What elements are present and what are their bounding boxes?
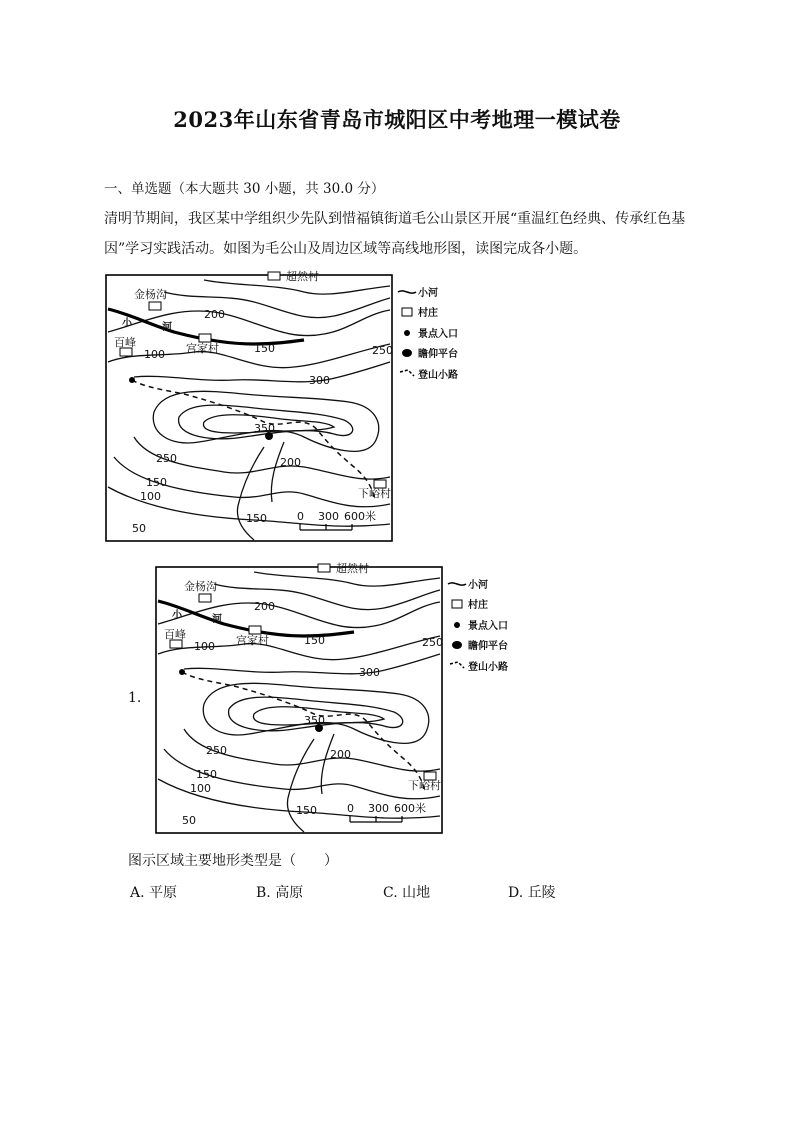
- legend-trail-icon: [450, 662, 464, 668]
- label-c150c: 150: [296, 804, 317, 817]
- label-jinyigou: 金杨沟: [134, 288, 167, 301]
- legend-river: 小河: [468, 580, 488, 591]
- option-b-letter: B.: [256, 885, 271, 901]
- label-c350: 350: [254, 422, 275, 435]
- village-icon-gongjia: [249, 626, 261, 634]
- label-c100b: 100: [190, 782, 211, 795]
- label-c250b: 250: [372, 344, 393, 357]
- contour-map: [104, 270, 458, 544]
- option-c-letter: C.: [383, 885, 398, 901]
- question-number: 1.: [128, 690, 142, 706]
- village-icon-jinyigou: [149, 302, 161, 310]
- label-c100: 100: [194, 640, 215, 653]
- legend-river-icon: [448, 583, 466, 585]
- map-legend: [398, 286, 458, 381]
- legend-river-icon: [398, 291, 416, 293]
- legend-platform-icon: [452, 641, 462, 649]
- label-jinyigou: 金杨沟: [184, 580, 217, 593]
- label-c200b: 200: [330, 748, 351, 761]
- legend-trail: 登山小路: [418, 370, 458, 381]
- question-stem: 图示区域主要地形类型是（ ）: [128, 853, 338, 869]
- river-char-2: 河: [212, 614, 222, 625]
- label-c150c: 150: [246, 512, 267, 525]
- scale-zero: 0: [297, 510, 304, 523]
- village-icon-baifeng: [170, 640, 182, 648]
- option-d-letter: D.: [508, 885, 524, 901]
- village-icon-jinyigou: [199, 594, 211, 602]
- label-c250: 250: [156, 452, 177, 465]
- page-title: 2023年山东省青岛市城阳区中考地理一模试卷: [173, 107, 621, 132]
- label-c200: 200: [204, 308, 225, 321]
- label-c100b: 100: [140, 490, 161, 503]
- label-c200: 200: [254, 600, 275, 613]
- option-b[interactable]: [256, 882, 303, 902]
- label-c150: 150: [254, 342, 275, 355]
- option-d-text: 丘陵: [527, 885, 556, 901]
- village-icon-chaoran: [318, 564, 330, 572]
- label-c300: 300: [359, 666, 380, 679]
- label-baifeng: 百峰: [164, 628, 186, 641]
- legend-entrance-icon: [454, 622, 460, 628]
- label-c150: 150: [304, 634, 325, 647]
- village-icon-baifeng: [120, 348, 132, 356]
- map-legend: [448, 578, 508, 673]
- village-icon-chaoran: [268, 272, 280, 280]
- label-c200b: 200: [280, 456, 301, 469]
- legend-platform: 瞻仰平台: [418, 349, 458, 360]
- village-icon-gongjia: [199, 334, 211, 342]
- scale-end: 600米: [344, 510, 376, 523]
- intro-text: 清明节期间，我区某中学组织少先队到惜福镇街道毛公山景区开展“重温红色经典、传承红色基因”学习实践活动。如图为毛公山及周边区域等高线地形图，读图完成各小题。: [104, 211, 686, 257]
- label-c250b: 250: [422, 636, 443, 649]
- label-c150b: 150: [196, 768, 217, 781]
- option-a[interactable]: [130, 882, 177, 902]
- option-d[interactable]: [508, 882, 556, 902]
- section-heading: 一、单选题（本大题共 30 小题，共 30.0 分）: [104, 181, 385, 197]
- scale-mid: 300: [368, 802, 389, 815]
- label-gongjia: 宫家村: [236, 634, 269, 647]
- option-a-letter: A.: [130, 885, 145, 901]
- legend-village-icon: [402, 308, 412, 316]
- legend-village: 村庄: [468, 600, 488, 611]
- legend-entrance: 景点入口: [418, 329, 458, 340]
- legend-platform-icon: [402, 349, 412, 357]
- label-gongjia: 宫家村: [186, 342, 219, 355]
- label-c50: 50: [182, 814, 196, 827]
- label-c100: 100: [144, 348, 165, 361]
- label-c50: 50: [132, 522, 146, 535]
- label-chaoran: 超然村: [336, 562, 369, 575]
- label-c300: 300: [309, 374, 330, 387]
- label-baifeng: 百峰: [114, 336, 136, 349]
- legend-village-icon: [452, 600, 462, 608]
- label-xiayu: 下峪村: [408, 779, 441, 792]
- option-a-text: 平原: [149, 885, 178, 901]
- legend-village: 村庄: [418, 308, 438, 319]
- option-c-text: 山地: [402, 885, 431, 901]
- label-c150b: 150: [146, 476, 167, 489]
- option-b-text: 高原: [275, 885, 304, 901]
- legend-entrance-icon: [404, 330, 410, 336]
- legend-river: 小河: [418, 288, 438, 299]
- label-xiayu: 下峪村: [358, 487, 391, 500]
- legend-trail-icon: [400, 370, 414, 376]
- river-char-1: 小: [172, 610, 182, 621]
- river-char-1: 小: [122, 318, 132, 329]
- legend-trail: 登山小路: [468, 662, 508, 673]
- legend-entrance: 景点入口: [468, 621, 508, 632]
- legend-platform: 瞻仰平台: [468, 641, 508, 652]
- river-char-2: 河: [162, 322, 172, 333]
- label-c350: 350: [304, 714, 325, 727]
- question-map: [154, 562, 508, 836]
- entrance-dot: [179, 669, 185, 675]
- entrance-dot: [129, 377, 135, 383]
- scale-zero: 0: [347, 802, 354, 815]
- label-chaoran: 超然村: [286, 270, 319, 283]
- scale-mid: 300: [318, 510, 339, 523]
- scale-end: 600米: [394, 802, 426, 815]
- label-c250: 250: [206, 744, 227, 757]
- option-c[interactable]: [383, 882, 430, 902]
